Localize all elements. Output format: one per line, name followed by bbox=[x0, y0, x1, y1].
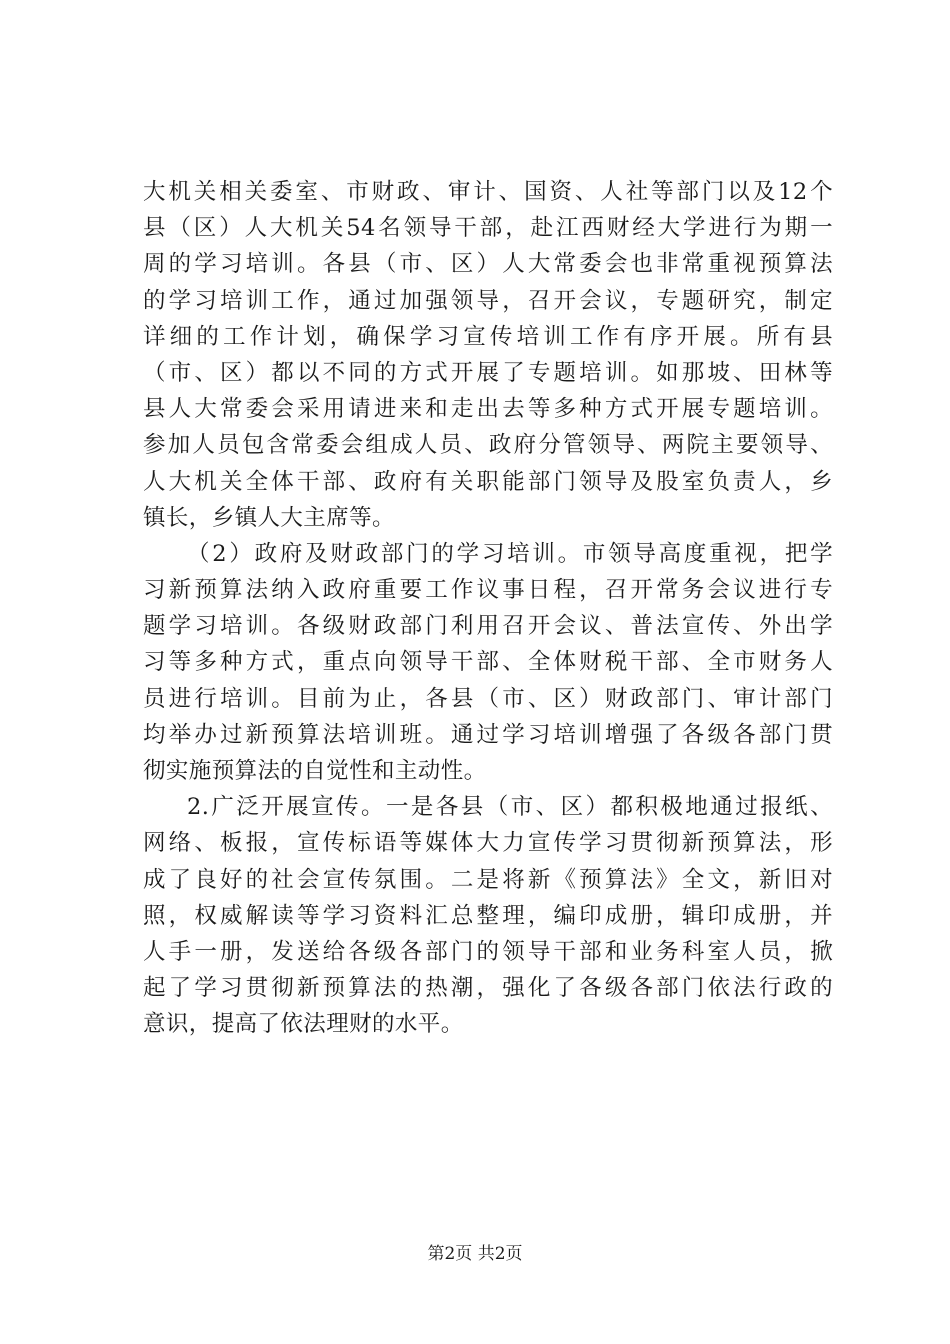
text-line: 意识，提高了依法理财的水平。 bbox=[143, 1011, 464, 1038]
text-line: 的学习培训工作，通过加强领导，召开会议，专题研究，制定 bbox=[143, 287, 833, 314]
text-line: 习新预算法纳入政府重要工作议事日程，召开常务会议进行专 bbox=[143, 577, 833, 604]
text-line: 县（区）人大机关54名领导干部，赴江西财经大学进行为期一 bbox=[143, 215, 833, 242]
text-line: 周的学习培训。各县（市、区）人大常委会也非常重视预算法 bbox=[143, 251, 833, 278]
text-line: 彻实施预算法的自觉性和主动性。 bbox=[143, 758, 487, 784]
text-line: 镇长，乡镇人大主席等。 bbox=[143, 504, 395, 531]
paragraph-start-line: （2）政府及财政部门的学习培训。市领导高度重视，把学 bbox=[187, 540, 833, 567]
text-line: 起了学习贯彻新预算法的热潮，强化了各级各部门依法行政的 bbox=[143, 975, 833, 1002]
text-line: 成了良好的社会宣传氛围。二是将新《预算法》全文，新旧对 bbox=[143, 866, 833, 893]
text-line: 员进行培训。目前为止，各县（市、区）财政部门、审计部门 bbox=[143, 685, 833, 712]
text-line: 照，权威解读等学习资料汇总整理，编印成册，辑印成册，并 bbox=[143, 902, 833, 929]
text-line: 均举办过新预算法培训班。通过学习培训增强了各级各部门贯 bbox=[143, 721, 833, 748]
text-line: 网络、板报，宣传标语等媒体大力宣传学习贯彻新预算法，形 bbox=[143, 830, 833, 857]
paragraph-start-line: 2.广泛开展宣传。一是各县（市、区）都积极地通过报纸、 bbox=[187, 794, 833, 821]
text-line: 人手一册，发送给各级各部门的领导干部和业务科室人员，掀 bbox=[143, 938, 833, 965]
text-line: 县人大常委会采用请进来和走出去等多种方式开展专题培训。 bbox=[143, 396, 833, 423]
text-line: 参加人员包含常委会组成人员、政府分管领导、两院主要领导、 bbox=[143, 432, 833, 459]
document-body bbox=[143, 174, 833, 1043]
text-line: 大机关相关委室、市财政、审计、国资、人社等部门以及12个 bbox=[143, 179, 833, 205]
page-number-footer: 第2页 共2页 bbox=[427, 1244, 523, 1264]
text-line: 题学习培训。各级财政部门利用召开会议、普法宣传、外出学 bbox=[143, 613, 833, 640]
text-line: （市、区）都以不同的方式开展了专题培训。如那坡、田林等 bbox=[143, 359, 833, 386]
text-line: 习等多种方式，重点向领导干部、全体财税干部、全市财务人 bbox=[143, 649, 833, 676]
text-line: 人大机关全体干部、政府有关职能部门领导及股室负责人，乡 bbox=[143, 468, 833, 495]
text-line: 详细的工作计划，确保学习宣传培训工作有序开展。所有县 bbox=[143, 323, 833, 350]
